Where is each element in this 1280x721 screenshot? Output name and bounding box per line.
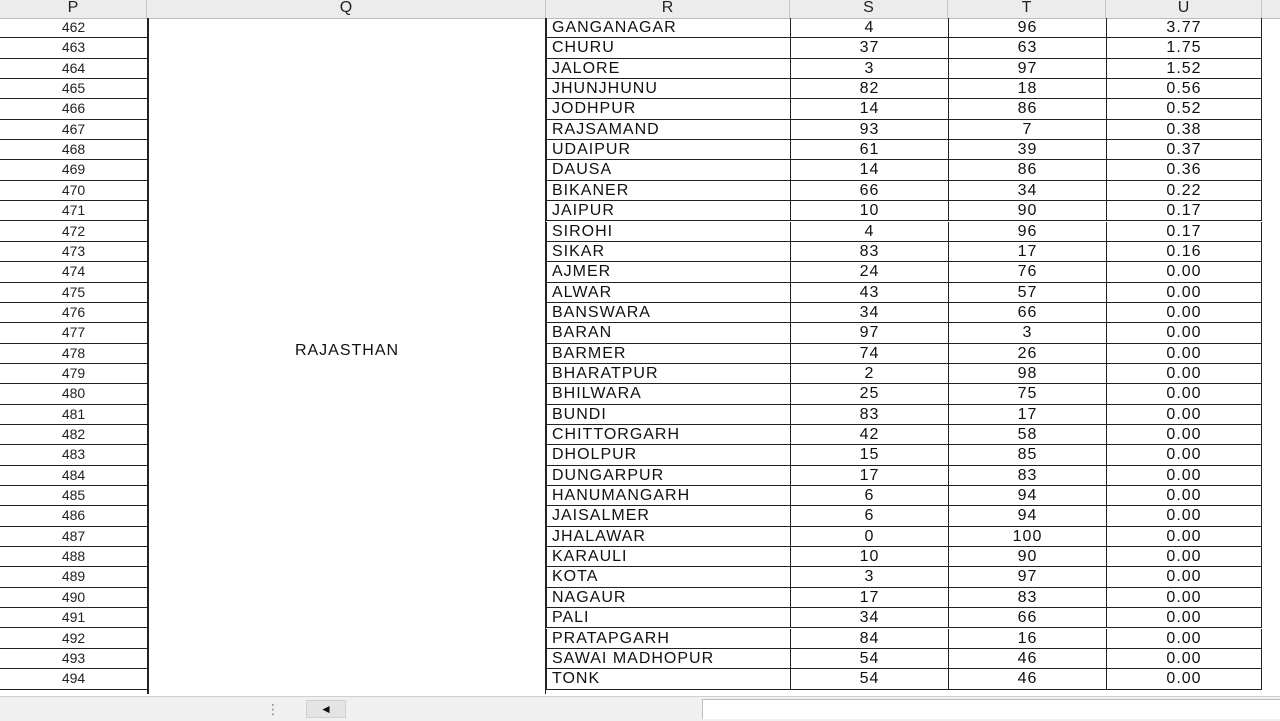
column-u-cell[interactable]: 0.00 [1106, 466, 1262, 486]
row-number-cell[interactable]: 469 [0, 160, 147, 180]
column-t-cell[interactable]: 66 [948, 608, 1106, 628]
column-u-cell[interactable]: 0.00 [1106, 588, 1262, 608]
column-t-cell[interactable]: 83 [948, 588, 1106, 608]
column-s-cell[interactable]: 34 [790, 608, 948, 628]
column-s-cell[interactable]: 97 [790, 323, 948, 343]
row-number-cell[interactable]: 478 [0, 344, 147, 364]
district-cell[interactable]: SIROHI [546, 222, 790, 242]
table-row [0, 405, 1280, 425]
row-number-cell[interactable]: 472 [0, 222, 147, 242]
column-s-cell[interactable]: 14 [790, 99, 948, 119]
district-cell[interactable]: JALORE [546, 59, 790, 79]
table-row [0, 649, 1280, 669]
district-cell[interactable]: BARAN [546, 323, 790, 343]
row-number-cell[interactable]: 476 [0, 303, 147, 323]
column-t-cell[interactable]: 75 [948, 384, 1106, 404]
column-s-cell[interactable]: 61 [790, 140, 948, 160]
column-u-cell[interactable]: 1.52 [1106, 59, 1262, 79]
column-t-cell[interactable]: 96 [948, 222, 1106, 242]
column-header-row [0, 0, 1280, 19]
row-number-cell[interactable]: 481 [0, 405, 147, 425]
bottom-toolbar [0, 696, 1280, 721]
state-name: RAJASTHAN [294, 342, 400, 359]
column-header-q[interactable]: Q [147, 0, 546, 18]
row-number-cell[interactable]: 471 [0, 201, 147, 221]
table-row [0, 547, 1280, 567]
column-u-cell[interactable]: 0.00 [1106, 669, 1262, 689]
district-cell[interactable]: BUNDI [546, 405, 790, 425]
district-cell[interactable]: PALI [546, 608, 790, 628]
district-cell[interactable]: JAIPUR [546, 201, 790, 221]
row-number-cell[interactable]: 483 [0, 445, 147, 465]
table-row [0, 181, 1280, 201]
row-number-cell[interactable]: 494 [0, 669, 147, 689]
table-row [0, 669, 1280, 689]
column-s-cell[interactable]: 82 [790, 79, 948, 99]
column-s-cell[interactable]: 54 [790, 649, 948, 669]
column-u-cell[interactable]: 0.00 [1106, 445, 1262, 465]
column-s-cell[interactable]: 3 [790, 59, 948, 79]
column-s-cell[interactable]: 14 [790, 160, 948, 180]
row-number-cell[interactable]: 492 [0, 629, 147, 649]
district-cell[interactable]: GANGANAGAR [546, 18, 790, 38]
column-u-cell[interactable]: 0.00 [1106, 262, 1262, 282]
row-number-cell[interactable]: 487 [0, 527, 147, 547]
district-cell[interactable]: CHURU [546, 38, 790, 58]
row-number-cell[interactable]: 493 [0, 649, 147, 669]
column-t-cell[interactable]: 85 [948, 445, 1106, 465]
column-t-cell[interactable]: 76 [948, 262, 1106, 282]
column-s-cell[interactable]: 17 [790, 466, 948, 486]
column-s-cell[interactable]: 6 [790, 506, 948, 526]
column-s-cell[interactable]: 24 [790, 262, 948, 282]
table-row [0, 588, 1280, 608]
column-t-cell[interactable]: 96 [948, 18, 1106, 38]
row-number-cell[interactable]: 463 [0, 38, 147, 58]
district-cell[interactable]: JAISALMER [546, 506, 790, 526]
column-t-cell[interactable]: 34 [948, 181, 1106, 201]
column-u-cell[interactable]: 0.00 [1106, 323, 1262, 343]
column-t-cell[interactable]: 100 [948, 527, 1106, 547]
column-header-r[interactable]: R [546, 0, 790, 18]
district-cell[interactable]: BHILWARA [546, 384, 790, 404]
column-t-cell[interactable]: 94 [948, 486, 1106, 506]
column-t-cell[interactable]: 17 [948, 405, 1106, 425]
column-t-cell[interactable]: 86 [948, 160, 1106, 180]
district-cell[interactable]: JHUNJHUNU [546, 79, 790, 99]
column-u-cell[interactable]: 0.00 [1106, 486, 1262, 506]
column-u-cell[interactable]: 0.00 [1106, 629, 1262, 649]
column-u-cell[interactable]: 0.16 [1106, 242, 1262, 262]
district-cell[interactable]: ALWAR [546, 283, 790, 303]
table-row [0, 120, 1280, 140]
column-t-cell[interactable]: 66 [948, 303, 1106, 323]
column-s-cell[interactable]: 84 [790, 629, 948, 649]
column-s-cell[interactable]: 10 [790, 201, 948, 221]
column-u-cell[interactable]: 1.75 [1106, 38, 1262, 58]
column-s-cell[interactable]: 93 [790, 120, 948, 140]
column-s-cell[interactable]: 0 [790, 527, 948, 547]
table-row [0, 384, 1280, 404]
column-t-cell[interactable]: 90 [948, 201, 1106, 221]
table-row [0, 527, 1280, 547]
table-row [0, 323, 1280, 343]
column-header-u[interactable]: U [1106, 0, 1262, 18]
column-header-s[interactable]: S [790, 0, 948, 18]
column-s-cell[interactable]: 2 [790, 364, 948, 384]
district-cell[interactable]: DUNGARPUR [546, 466, 790, 486]
column-t-cell[interactable]: 83 [948, 466, 1106, 486]
column-u-cell[interactable]: 0.38 [1106, 120, 1262, 140]
row-number-cell[interactable]: 484 [0, 466, 147, 486]
column-u-cell[interactable]: 0.00 [1106, 649, 1262, 669]
column-u-cell[interactable]: 0.00 [1106, 608, 1262, 628]
row-number-cell[interactable]: 475 [0, 283, 147, 303]
column-u-cell[interactable]: 0.22 [1106, 181, 1262, 201]
district-cell[interactable]: JODHPUR [546, 99, 790, 119]
row-number-cell[interactable]: 467 [0, 120, 147, 140]
column-t-cell[interactable]: 18 [948, 79, 1106, 99]
table-row [0, 425, 1280, 445]
column-t-cell[interactable]: 17 [948, 242, 1106, 262]
column-u-cell[interactable]: 0.00 [1106, 506, 1262, 526]
column-t-cell[interactable]: 97 [948, 567, 1106, 587]
column-t-cell[interactable]: 58 [948, 425, 1106, 445]
column-s-cell[interactable]: 43 [790, 283, 948, 303]
row-number-cell[interactable]: 479 [0, 364, 147, 384]
table-row [0, 262, 1280, 282]
column-header-t[interactable]: T [948, 0, 1106, 18]
column-s-cell[interactable]: 37 [790, 38, 948, 58]
column-t-cell[interactable]: 63 [948, 38, 1106, 58]
row-number-cell[interactable]: 473 [0, 242, 147, 262]
district-cell[interactable]: KOTA [546, 567, 790, 587]
table-row [0, 201, 1280, 221]
table-row [0, 608, 1280, 628]
column-u-cell[interactable]: 0.00 [1106, 364, 1262, 384]
table-row [0, 222, 1280, 242]
column-s-cell[interactable]: 17 [790, 588, 948, 608]
district-cell[interactable]: TONK [546, 669, 790, 689]
table-row [0, 445, 1280, 465]
column-s-cell[interactable]: 25 [790, 384, 948, 404]
district-cell[interactable]: PRATAPGARH [546, 629, 790, 649]
district-cell[interactable]: KARAULI [546, 547, 790, 567]
district-cell[interactable]: BHARATPUR [546, 364, 790, 384]
column-u-cell[interactable]: 0.17 [1106, 222, 1262, 242]
row-number-cell[interactable]: 468 [0, 140, 147, 160]
column-s-cell[interactable]: 15 [790, 445, 948, 465]
row-number-cell[interactable]: 485 [0, 486, 147, 506]
column-u-cell[interactable]: 0.37 [1106, 140, 1262, 160]
row-number-cell[interactable]: 464 [0, 59, 147, 79]
column-u-cell[interactable]: 0.00 [1106, 567, 1262, 587]
column-u-cell[interactable]: 0.00 [1106, 303, 1262, 323]
district-cell[interactable]: SAWAI MADHOPUR [546, 649, 790, 669]
column-t-cell[interactable]: 7 [948, 120, 1106, 140]
table-row [0, 283, 1280, 303]
column-u-cell[interactable]: 0.00 [1106, 384, 1262, 404]
table-row [0, 303, 1280, 323]
column-s-cell[interactable]: 42 [790, 425, 948, 445]
column-t-cell[interactable]: 98 [948, 364, 1106, 384]
column-u-cell[interactable]: 0.00 [1106, 405, 1262, 425]
table-row [0, 486, 1280, 506]
district-cell[interactable]: BANSWARA [546, 303, 790, 323]
column-u-cell[interactable]: 0.00 [1106, 344, 1262, 364]
district-cell[interactable]: JHALAWAR [546, 527, 790, 547]
district-cell[interactable]: NAGAUR [546, 588, 790, 608]
district-cell[interactable]: BIKANER [546, 181, 790, 201]
column-t-cell[interactable]: 90 [948, 547, 1106, 567]
district-cell[interactable]: UDAIPUR [546, 140, 790, 160]
column-s-cell[interactable]: 10 [790, 547, 948, 567]
column-u-cell[interactable]: 0.17 [1106, 201, 1262, 221]
table-row [0, 242, 1280, 262]
table-row [0, 18, 1280, 38]
table-row [0, 344, 1280, 364]
horizontal-scrollbar[interactable] [702, 699, 1280, 719]
table-row [0, 79, 1280, 99]
column-t-cell[interactable]: 16 [948, 629, 1106, 649]
column-u-cell[interactable]: 0.00 [1106, 527, 1262, 547]
column-header-p[interactable]: P [0, 0, 147, 18]
table-row [0, 567, 1280, 587]
column-u-cell[interactable]: 0.56 [1106, 79, 1262, 99]
row-number-cell[interactable]: 474 [0, 262, 147, 282]
column-s-cell[interactable]: 3 [790, 567, 948, 587]
table-row [0, 59, 1280, 79]
column-t-cell[interactable]: 57 [948, 283, 1106, 303]
column-t-cell[interactable]: 46 [948, 669, 1106, 689]
table-row [0, 629, 1280, 649]
column-s-cell[interactable]: 6 [790, 486, 948, 506]
row-number-cell[interactable]: 489 [0, 567, 147, 587]
column-u-cell[interactable]: 0.00 [1106, 425, 1262, 445]
column-s-cell[interactable]: 34 [790, 303, 948, 323]
row-number-cell[interactable]: 470 [0, 181, 147, 201]
district-cell[interactable]: DAUSA [546, 160, 790, 180]
column-u-cell[interactable]: 0.00 [1106, 547, 1262, 567]
table-row [0, 364, 1280, 384]
district-cell[interactable]: CHITTORGARH [546, 425, 790, 445]
column-t-cell[interactable]: 46 [948, 649, 1106, 669]
row-number-cell[interactable]: 480 [0, 384, 147, 404]
table-row [0, 38, 1280, 58]
column-s-cell[interactable]: 83 [790, 242, 948, 262]
district-cell[interactable]: SIKAR [546, 242, 790, 262]
splitter-grip-icon[interactable]: ⋮ [266, 701, 280, 717]
column-t-cell[interactable]: 39 [948, 140, 1106, 160]
scroll-left-button[interactable]: ◄ [306, 700, 346, 718]
row-number-cell[interactable]: 488 [0, 547, 147, 567]
table-row [0, 99, 1280, 119]
table-row [0, 140, 1280, 160]
column-t-cell[interactable]: 26 [948, 344, 1106, 364]
district-cell[interactable]: AJMER [546, 262, 790, 282]
column-s-cell[interactable]: 4 [790, 222, 948, 242]
district-cell[interactable]: RAJSAMAND [546, 120, 790, 140]
row-number-cell[interactable]: 491 [0, 608, 147, 628]
column-s-cell[interactable]: 4 [790, 18, 948, 38]
row-number-cell[interactable]: 477 [0, 323, 147, 343]
table-row [0, 466, 1280, 486]
column-s-cell[interactable]: 54 [790, 669, 948, 689]
table-row [0, 506, 1280, 526]
table-row [0, 160, 1280, 180]
column-t-cell[interactable]: 3 [948, 323, 1106, 343]
column-s-cell[interactable]: 74 [790, 344, 948, 364]
column-u-cell[interactable]: 0.00 [1106, 283, 1262, 303]
column-t-cell[interactable]: 86 [948, 99, 1106, 119]
row-number-cell[interactable]: 490 [0, 588, 147, 608]
column-t-cell[interactable]: 97 [948, 59, 1106, 79]
district-cell[interactable]: DHOLPUR [546, 445, 790, 465]
row-number-cell[interactable]: 466 [0, 99, 147, 119]
district-cell[interactable]: BARMER [546, 344, 790, 364]
column-u-cell[interactable]: 0.52 [1106, 99, 1262, 119]
row-number-cell[interactable]: 486 [0, 506, 147, 526]
district-cell[interactable]: HANUMANGARH [546, 486, 790, 506]
row-number-cell[interactable]: 465 [0, 79, 147, 99]
column-s-cell[interactable]: 83 [790, 405, 948, 425]
row-number-cell[interactable]: 462 [0, 18, 147, 38]
column-u-cell[interactable]: 3.77 [1106, 18, 1262, 38]
column-t-cell[interactable]: 94 [948, 506, 1106, 526]
column-u-cell[interactable]: 0.36 [1106, 160, 1262, 180]
column-s-cell[interactable]: 66 [790, 181, 948, 201]
row-number-cell[interactable]: 482 [0, 425, 147, 445]
